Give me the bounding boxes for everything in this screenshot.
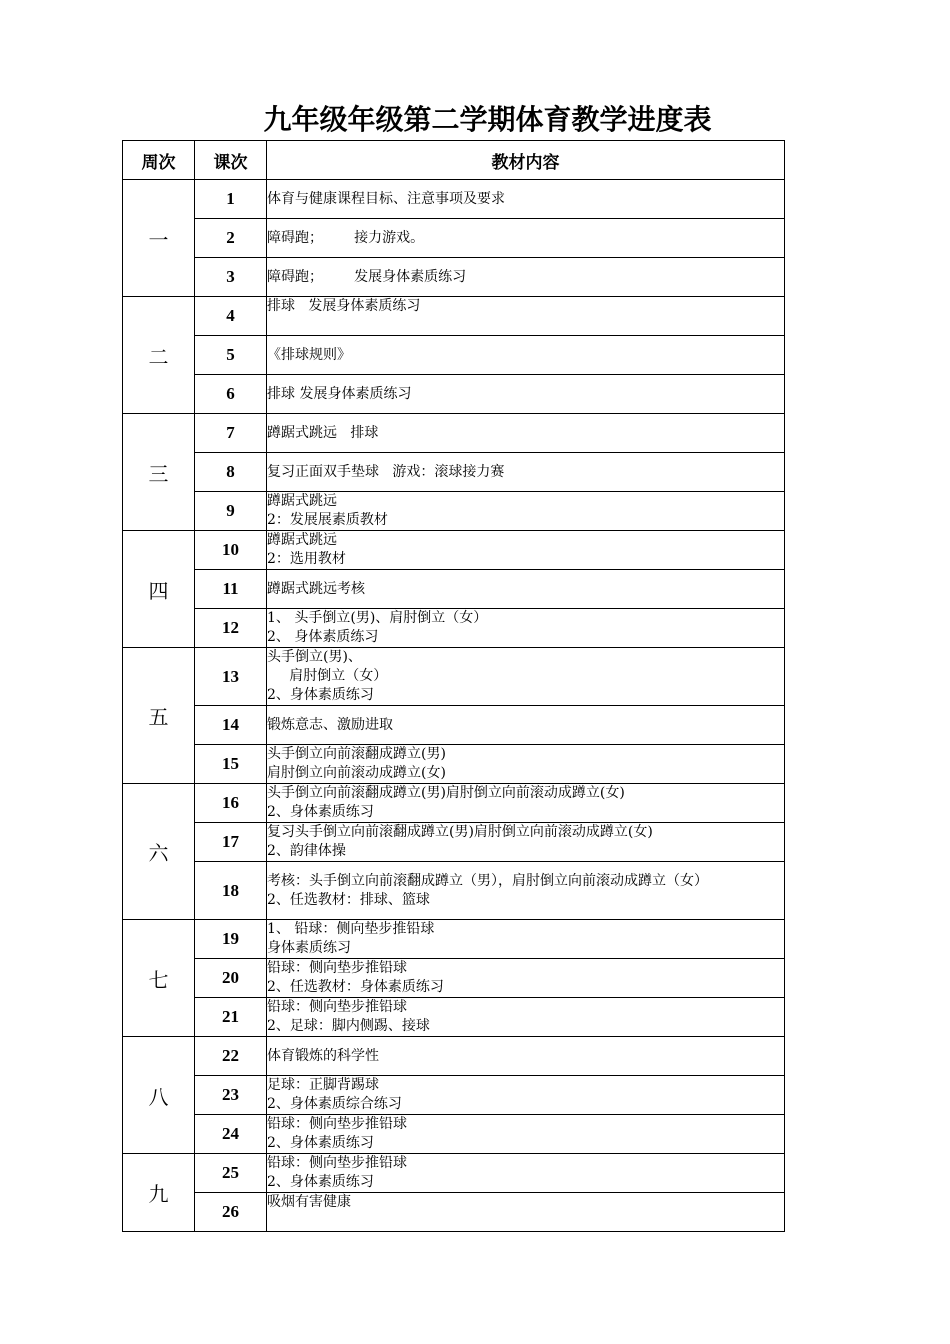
lesson-content: 障碍跑； 接力游戏。 — [267, 219, 785, 258]
table-row — [123, 706, 785, 745]
table-row — [123, 219, 785, 258]
table-row — [123, 336, 785, 375]
table-row — [123, 180, 785, 219]
lesson-content: 体育锻炼的科学性 — [267, 1037, 785, 1076]
lesson-number: 24 — [195, 1115, 267, 1154]
table-row — [123, 1193, 785, 1232]
schedule-table — [122, 140, 785, 1232]
table-row — [123, 297, 785, 336]
lesson-number: 25 — [195, 1154, 267, 1193]
lesson-content: 障碍跑； 发展身体素质练习 — [267, 258, 785, 297]
table-row — [123, 609, 785, 648]
table-row — [123, 784, 785, 823]
table-row — [123, 1076, 785, 1115]
lesson-content: 蹲踞式跳远 排球 — [267, 414, 785, 453]
lesson-content: 铅球：侧向垫步推铅球 2、身体素质练习 — [267, 1154, 785, 1193]
table-row — [123, 745, 785, 784]
lesson-content: 铅球：侧向垫步推铅球 2、任选教材：身体素质练习 — [267, 959, 785, 998]
table-row — [123, 258, 785, 297]
lesson-number: 19 — [195, 920, 267, 959]
lesson-number: 4 — [195, 297, 267, 336]
table-row — [123, 570, 785, 609]
lesson-content: 头手倒立(男)、 肩肘倒立（女） 2、身体素质练习 — [267, 648, 785, 706]
header-lesson: 课次 — [195, 141, 267, 180]
table-row — [123, 1037, 785, 1076]
table-row — [123, 998, 785, 1037]
lesson-number: 7 — [195, 414, 267, 453]
table-row — [123, 920, 785, 959]
lesson-number: 23 — [195, 1076, 267, 1115]
table-row — [123, 648, 785, 706]
page-title: 九年级年级第二学期体育教学进度表 — [263, 103, 712, 136]
lesson-content: 考核：头手倒立向前滚翻成蹲立（男），肩肘倒立向前滚动成蹲立（女） 2、任选教材：排球、篮球 — [267, 862, 785, 920]
lesson-number: 18 — [195, 862, 267, 920]
lesson-number: 6 — [195, 375, 267, 414]
week-cell: 六 — [123, 784, 195, 920]
lesson-content: 吸烟有害健康 — [267, 1193, 785, 1232]
header-content: 教材内容 — [267, 141, 785, 180]
lesson-number: 13 — [195, 648, 267, 706]
lesson-content: 排球 发展身体素质练习 — [267, 375, 785, 414]
table-row — [123, 453, 785, 492]
lesson-number: 12 — [195, 609, 267, 648]
table-row — [123, 1115, 785, 1154]
lesson-content: 铅球：侧向垫步推铅球 2、身体素质练习 — [267, 1115, 785, 1154]
header-week: 周次 — [123, 141, 195, 180]
week-cell: 一 — [123, 180, 195, 297]
lesson-content: 排球 发展身体素质练习 — [267, 297, 785, 336]
lesson-number: 26 — [195, 1193, 267, 1232]
table-row — [123, 959, 785, 998]
lesson-number: 5 — [195, 336, 267, 375]
header-row — [123, 141, 785, 180]
lesson-content: 复习头手倒立向前滚翻成蹲立(男)肩肘倒立向前滚动成蹲立(女) 2、韵律体操 — [267, 823, 785, 862]
week-cell: 九 — [123, 1154, 195, 1232]
lesson-number: 10 — [195, 531, 267, 570]
lesson-number: 16 — [195, 784, 267, 823]
week-cell: 七 — [123, 920, 195, 1037]
lesson-content: 头手倒立向前滚翻成蹲立(男) 肩肘倒立向前滚动成蹲立(女) — [267, 745, 785, 784]
week-cell: 四 — [123, 531, 195, 648]
lesson-content: 蹲踞式跳远考核 — [267, 570, 785, 609]
lesson-content: 足球：正脚背踢球 2、身体素质综合练习 — [267, 1076, 785, 1115]
lesson-number: 9 — [195, 492, 267, 531]
table-row — [123, 1154, 785, 1193]
lesson-number: 22 — [195, 1037, 267, 1076]
week-cell: 三 — [123, 414, 195, 531]
table-row — [123, 414, 785, 453]
week-cell: 二 — [123, 297, 195, 414]
lesson-number: 8 — [195, 453, 267, 492]
lesson-content: 复习正面双手垫球 游戏：滚球接力赛 — [267, 453, 785, 492]
lesson-number: 20 — [195, 959, 267, 998]
table-row — [123, 531, 785, 570]
lesson-content: 1、 头手倒立(男)、肩肘倒立（女） 2、 身体素质练习 — [267, 609, 785, 648]
lesson-content: 头手倒立向前滚翻成蹲立(男)肩肘倒立向前滚动成蹲立(女) 2、身体素质练习 — [267, 784, 785, 823]
lesson-number: 3 — [195, 258, 267, 297]
week-cell: 八 — [123, 1037, 195, 1154]
lesson-number: 15 — [195, 745, 267, 784]
lesson-number: 21 — [195, 998, 267, 1037]
lesson-number: 17 — [195, 823, 267, 862]
lesson-content: 蹲踞式跳远 2：选用教材 — [267, 531, 785, 570]
lesson-number: 14 — [195, 706, 267, 745]
table-row — [123, 492, 785, 531]
lesson-number: 1 — [195, 180, 267, 219]
lesson-number: 11 — [195, 570, 267, 609]
lesson-number: 2 — [195, 219, 267, 258]
lesson-content: 1、 铅球：侧向垫步推铅球 身体素质练习 — [267, 920, 785, 959]
lesson-content: 锻炼意志、激励进取 — [267, 706, 785, 745]
week-cell: 五 — [123, 648, 195, 784]
lesson-content: 铅球：侧向垫步推铅球 2、足球：脚内侧踢、接球 — [267, 998, 785, 1037]
lesson-content: 体育与健康课程目标、注意事项及要求 — [267, 180, 785, 219]
table-row — [123, 375, 785, 414]
table-row — [123, 862, 785, 920]
lesson-content: 蹲踞式跳远 2：发展展素质教材 — [267, 492, 785, 531]
lesson-content: 《排球规则》 — [267, 336, 785, 375]
table-row — [123, 823, 785, 862]
